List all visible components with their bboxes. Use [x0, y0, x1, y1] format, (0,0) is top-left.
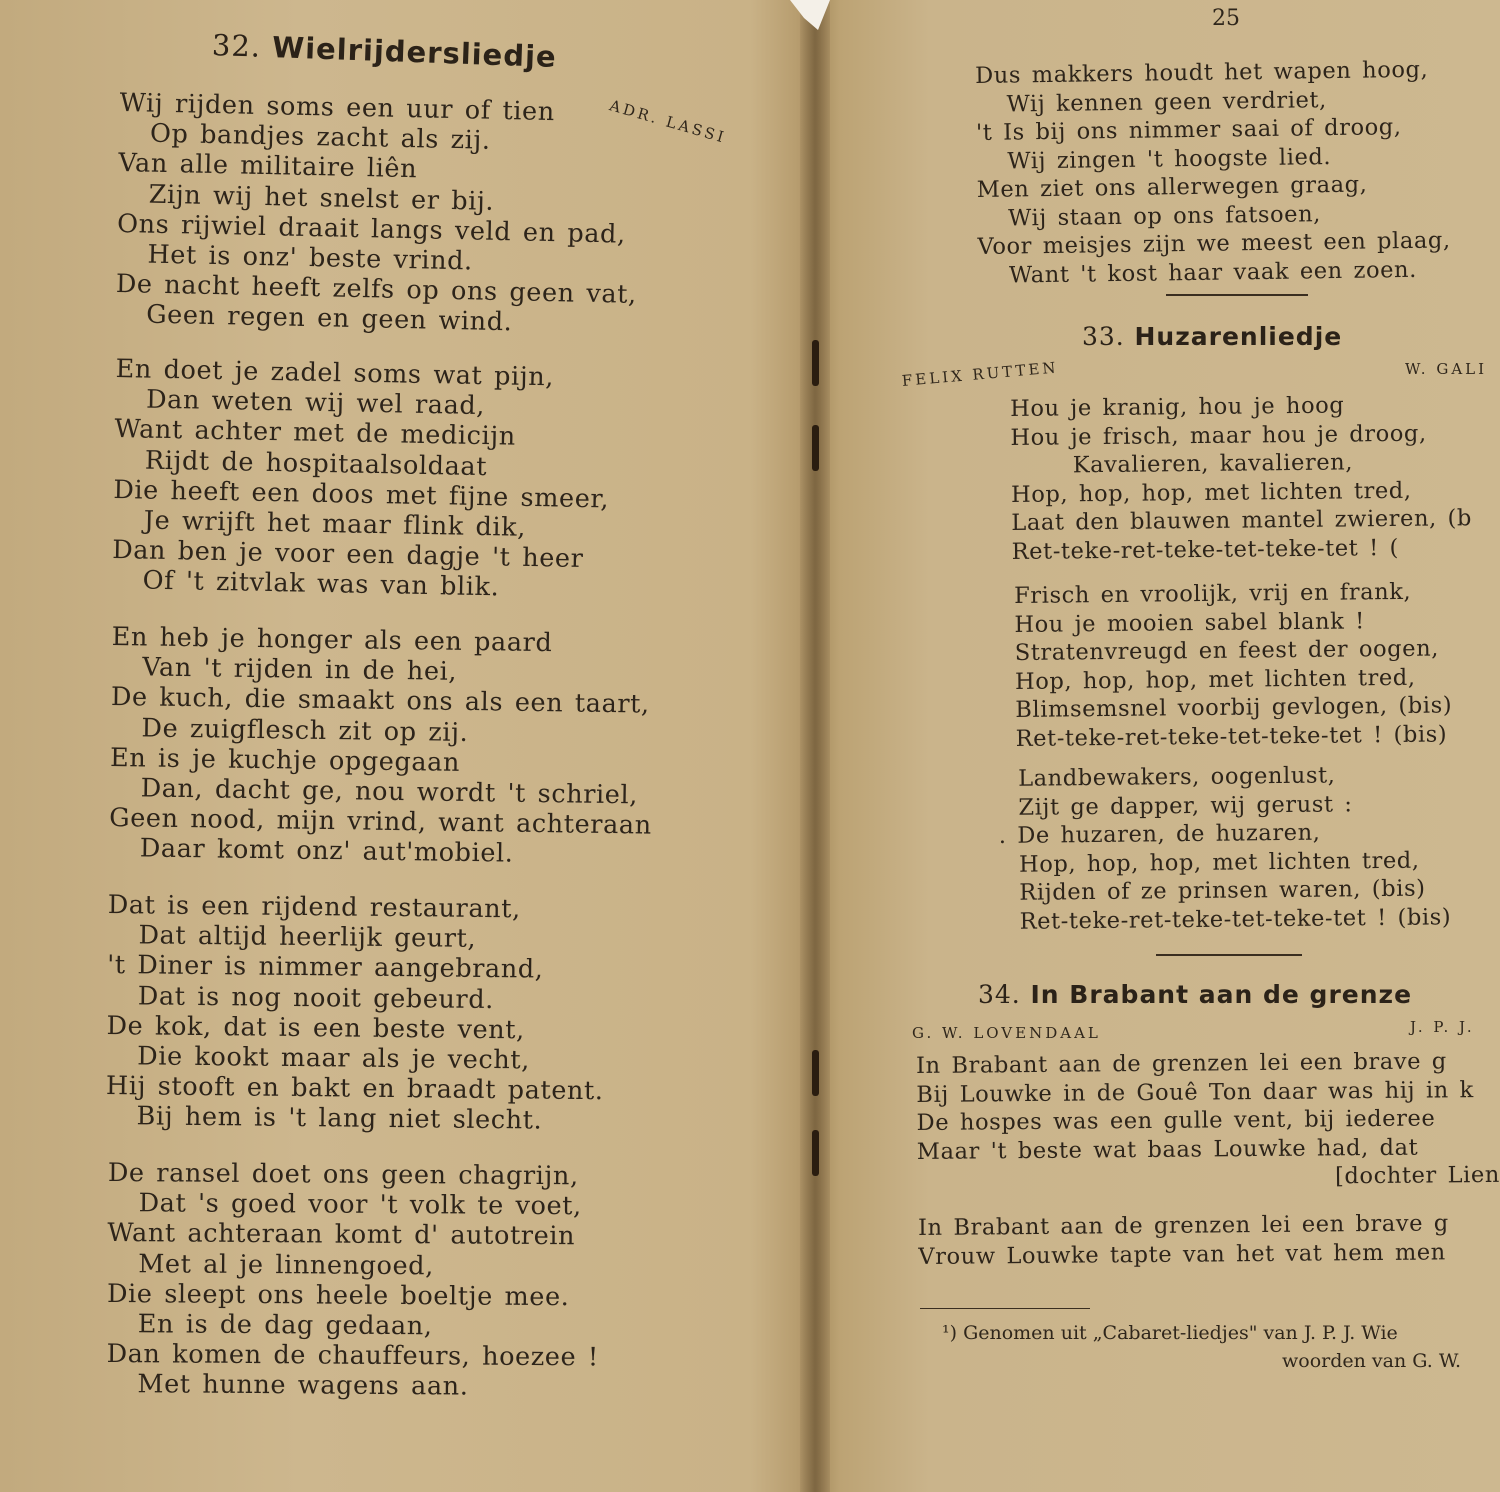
verse-line: Hop, hop, hop, met lichten tred,	[1018, 847, 1420, 878]
verse-line: Van alle militaire liên	[118, 148, 418, 185]
verse-line: Dat is nog nooit gebeurd.	[137, 980, 495, 1015]
verse-line: Op bandjes zacht als zij.	[149, 118, 491, 156]
song-32-stanza-4	[105, 890, 605, 1137]
song-33-stanza-1	[1010, 390, 1472, 566]
page-number: 25	[1212, 6, 1240, 31]
song-33-composer: W. GALI	[1405, 360, 1488, 378]
verse-line: Dan weten wij wel raad,	[145, 384, 486, 422]
verse-line: Ons rijwiel draait langs veld en pad,	[116, 208, 627, 250]
verse-line: Ret-teke-ret-teke-tet-teke-tet ! (	[1011, 534, 1400, 565]
verse-line: Rijden of ze prinsen waren, (bis)	[1019, 875, 1426, 906]
verse-line: De ransel doet ons geen chagrijn,	[107, 1158, 579, 1192]
verse-line: Dat altijd heerlijk geurt,	[138, 920, 477, 955]
verse-line: Want achter met de medicijn	[114, 414, 517, 453]
verse-line: En heb je honger als een paard	[111, 622, 553, 659]
staple-icon	[812, 340, 819, 386]
footnote-line-1: ¹) Genomen uit „Cabaret-liedjes" van J. P. J. Wie	[942, 1322, 1398, 1344]
song-32-stanza-5	[106, 1158, 600, 1403]
song-32-stanza-1	[115, 88, 641, 340]
verse-line: Geen regen en geen wind.	[145, 300, 513, 338]
song-34-title: 34. In Brabant aan de grenze	[978, 980, 1413, 1009]
verse-line: Want 't kost haar vaak een zoen.	[1008, 256, 1418, 289]
verse-line: Rijdt de hospitaalsoldaat	[144, 445, 488, 482]
verse-line: Blimsemsnel voorbij gevlogen, (bis)	[1015, 692, 1453, 723]
song-34-stanza-1	[916, 1047, 1500, 1195]
verse-line: Die kookt maar als je vecht,	[137, 1041, 531, 1076]
book-gutter	[800, 0, 830, 1492]
verse-line: Of 't zitvlak was van blik.	[142, 565, 500, 603]
verse-line: Geen nood, mijn vrind, want achteraan	[109, 803, 652, 841]
verse-line: Daar komt onz' aut'mobiel.	[139, 833, 514, 870]
verse-line: Hop, hop, hop, met lichten tred,	[1010, 477, 1412, 508]
staple-icon	[812, 1130, 819, 1176]
verse-line: 't Diner is nimmer aangebrand,	[107, 950, 544, 985]
verse-line: [dochter Lien	[1334, 1161, 1500, 1190]
verse-line: Die heeft een doos met fijne smeer,	[113, 474, 610, 515]
verse-line: Laat den blauwen mantel zwieren, (b	[1011, 505, 1473, 536]
verse-line: Het is onz' beste vrind.	[147, 239, 474, 277]
verse-line: Hij stooft en bakt en braadt patent.	[105, 1071, 604, 1107]
verse-line: En is de dag gedaan,	[137, 1309, 433, 1342]
song-32-composer: ADR. LASSI	[607, 96, 729, 147]
verse-line: Dan komen de chauffeurs, hoezee !	[106, 1339, 599, 1373]
verse-line: Want achteraan komt d' autotrein	[107, 1218, 576, 1252]
verse-line: Ret-teke-ret-teke-tet-teke-tet ! (bis)	[1019, 903, 1452, 935]
verse-line: In Brabant aan de grenzen lei een brave g	[918, 1210, 1449, 1241]
song-33-stanza-2	[1014, 577, 1453, 753]
verse-line: Kavalieren, kavalieren,	[1072, 449, 1354, 479]
verse-line: Met al je linnengoed,	[138, 1248, 434, 1281]
song-34-author: G. W. LOVENDAAL	[912, 1024, 1101, 1042]
verse-line: En is je kuchje opgegaan	[109, 742, 461, 778]
verse-line: Men ziet ons allerwegen graag,	[976, 171, 1368, 203]
song-32-title: 32. Wielrijdersliedje	[211, 28, 558, 75]
verse-line: Wij kennen geen verdriet,	[1006, 86, 1328, 118]
song-32-stanza-2	[111, 354, 611, 605]
right-page	[830, 0, 1500, 1492]
song-34-composer: J. P. J.	[1410, 1018, 1475, 1036]
verse-line: Dan ben je voor een dagje 't heer	[111, 535, 584, 575]
verse-line: Bij Louwke in de Gouê Ton daar was hij in k	[916, 1076, 1474, 1108]
verse-line: . De huzaren, de huzaren,	[998, 819, 1321, 849]
verse-line: Hou je mooien sabel blank !	[1014, 607, 1365, 638]
verse-line: 't Is bij ons nimmer saai of droog,	[975, 114, 1402, 146]
verse-line: Wij zingen 't hoogste lied.	[1007, 143, 1332, 175]
verse-line: Met hunne wagens aan.	[137, 1369, 469, 1402]
section-divider	[1166, 294, 1308, 296]
song-33-author: FELIX RUTTEN	[901, 358, 1060, 390]
song-33-title: 33. Huzarenliedje	[1082, 322, 1343, 351]
verse-line: Ret-teke-ret-teke-tet-teke-tet ! (bis)	[1015, 720, 1448, 752]
song-33-stanza-3	[998, 760, 1451, 936]
verse-line: Bij hem is 't lang niet slecht.	[136, 1101, 543, 1136]
verse-line: Dus makkers houdt het wapen hoog,	[975, 56, 1429, 89]
verse-line: Van 't rijden in de hei,	[142, 652, 458, 688]
song-32-stanza-6	[975, 55, 1451, 290]
section-divider	[1156, 954, 1302, 956]
verse-line: Je wrijft het maar flink dik,	[143, 505, 527, 543]
verse-line: De hospes was een gulle vent, bij iederee	[916, 1105, 1436, 1136]
footnote-line-2: woorden van G. W.	[1282, 1350, 1462, 1372]
verse-line: Dat 's goed voor 't volk te voet,	[138, 1188, 582, 1222]
verse-line: Stratenvreugd en feest der oogen,	[1014, 635, 1440, 666]
verse-line: Voor meisjes zijn we meest een plaag,	[977, 227, 1451, 260]
verse-line: Maar 't beste wat baas Louwke had, dat	[916, 1134, 1419, 1165]
verse-line: En doet je zadel soms wat pijn,	[115, 354, 555, 393]
verse-line: De zuigflesch zit op zij.	[141, 713, 469, 748]
verse-line: De kok, dat is een beste vent,	[106, 1010, 525, 1046]
verse-line: Hop, hop, hop, met lichten tred,	[1014, 664, 1416, 695]
verse-line: Dan, dacht ge, nou wordt 't schriel,	[140, 773, 639, 811]
song-34-stanza-2	[918, 1209, 1449, 1271]
verse-line: Wij rijden soms een uur of tien	[119, 88, 556, 128]
verse-line: Landbewakers, oogenlust,	[1018, 762, 1336, 792]
verse-line: Die sleept ons heele boeltje mee.	[106, 1278, 570, 1313]
verse-line: In Brabant aan de grenzen lei een brave g	[916, 1048, 1447, 1079]
verse-line: Hou je frisch, maar hou je droog,	[1010, 420, 1427, 451]
verse-line: Wij staan op ons fatsoen,	[1008, 200, 1322, 232]
staple-icon	[812, 425, 819, 471]
verse-line: Vrouw Louwke tapte van het vat hem men	[918, 1238, 1446, 1270]
verse-line: Frisch en vroolijk, vrij en frank,	[1014, 578, 1412, 609]
footnote-rule	[920, 1308, 1090, 1309]
verse-line: De nacht heeft zelfs op ons geen vat,	[115, 269, 638, 311]
verse-line: Zijn wij het snelst er bij.	[148, 179, 495, 217]
staple-icon	[812, 1050, 819, 1096]
verse-line: Dat is een rijdend restaurant,	[107, 890, 521, 925]
verse-line: Zijt ge dapper, wij gerust :	[1018, 790, 1353, 821]
verse-line: De kuch, die smaakt ons als een taart,	[110, 682, 650, 720]
verse-line: Hou je kranig, hou je hoog	[1010, 392, 1345, 422]
song-32-stanza-3	[109, 622, 655, 871]
